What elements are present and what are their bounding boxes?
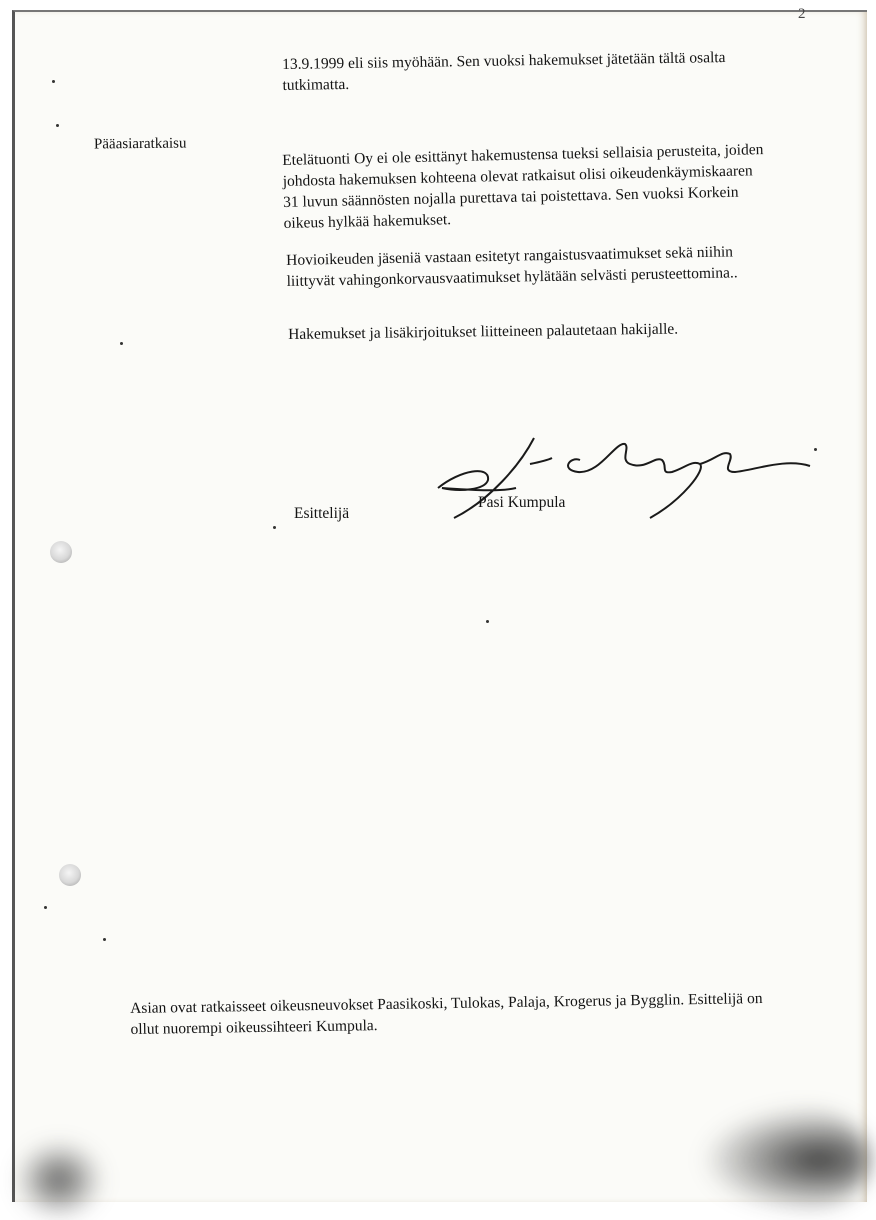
presenter-name: Pasi Kumpula: [478, 494, 566, 511]
section-heading-main-decision: Pääasiaratkaisu: [93, 135, 187, 153]
text-line: liittyvät vahingonkorvausvaatimukset hylätään selvästi perusteettomina..: [286, 264, 738, 290]
scan-speck: [273, 526, 276, 529]
scan-speck: [120, 342, 123, 345]
text-line: 31 luvun säännösten nojalla purettava tai poistettava. Sen vuoksi Korkein: [282, 183, 739, 211]
scan-speck: [52, 80, 55, 83]
paragraph-decision: [282, 139, 765, 234]
paragraph-late-filing: [282, 47, 726, 96]
scan-speck: [814, 448, 817, 451]
scan-speck: [486, 620, 489, 623]
punch-hole: [50, 541, 72, 563]
scan-smudge: [700, 1105, 870, 1215]
paragraph-claims-rejected: [286, 241, 738, 292]
scan-smudge: [14, 1140, 104, 1220]
text-line: tutkimatta.: [282, 75, 350, 94]
text-line: Etelätuonti Oy ei ole esittänyt hakemustensa tueksi sellaisia perusteita, joiden: [282, 141, 764, 169]
page-number: 2: [798, 6, 806, 22]
scan-speck: [56, 124, 59, 127]
punch-hole: [59, 864, 81, 886]
scan-speck: [44, 906, 47, 909]
scan-speck: [103, 938, 106, 941]
text-line: ollut nuorempi oikeussihteeri Kumpula.: [130, 1017, 378, 1038]
text-line: Hakemukset ja lisäkirjoitukset liitteineen palautetaan hakijalle.: [288, 320, 679, 343]
text-line: oikeus hylkää hakemukset.: [283, 211, 452, 232]
text-line: Asian ovat ratkaisseet oikeusneuvokset Paasikoski, Tulokas, Palaja, Krogerus ja Bygglin. Esittelijä on: [130, 990, 763, 1017]
presenter-title: Esittelijä: [294, 505, 350, 522]
text-line: Hovioikeuden jäseniä vastaan esitetyt rangaistusvaatimukset sekä niihin: [286, 243, 734, 269]
text-line: 13.9.1999 eli siis myöhään. Sen vuoksi hakemukset jätetään tältä osalta: [282, 49, 726, 73]
text-line: johdosta hakemuksen kohteena olevat ratkaisut olisi oikeudenkäymiskaaren: [282, 162, 753, 190]
handwritten-signature: [430, 430, 820, 530]
